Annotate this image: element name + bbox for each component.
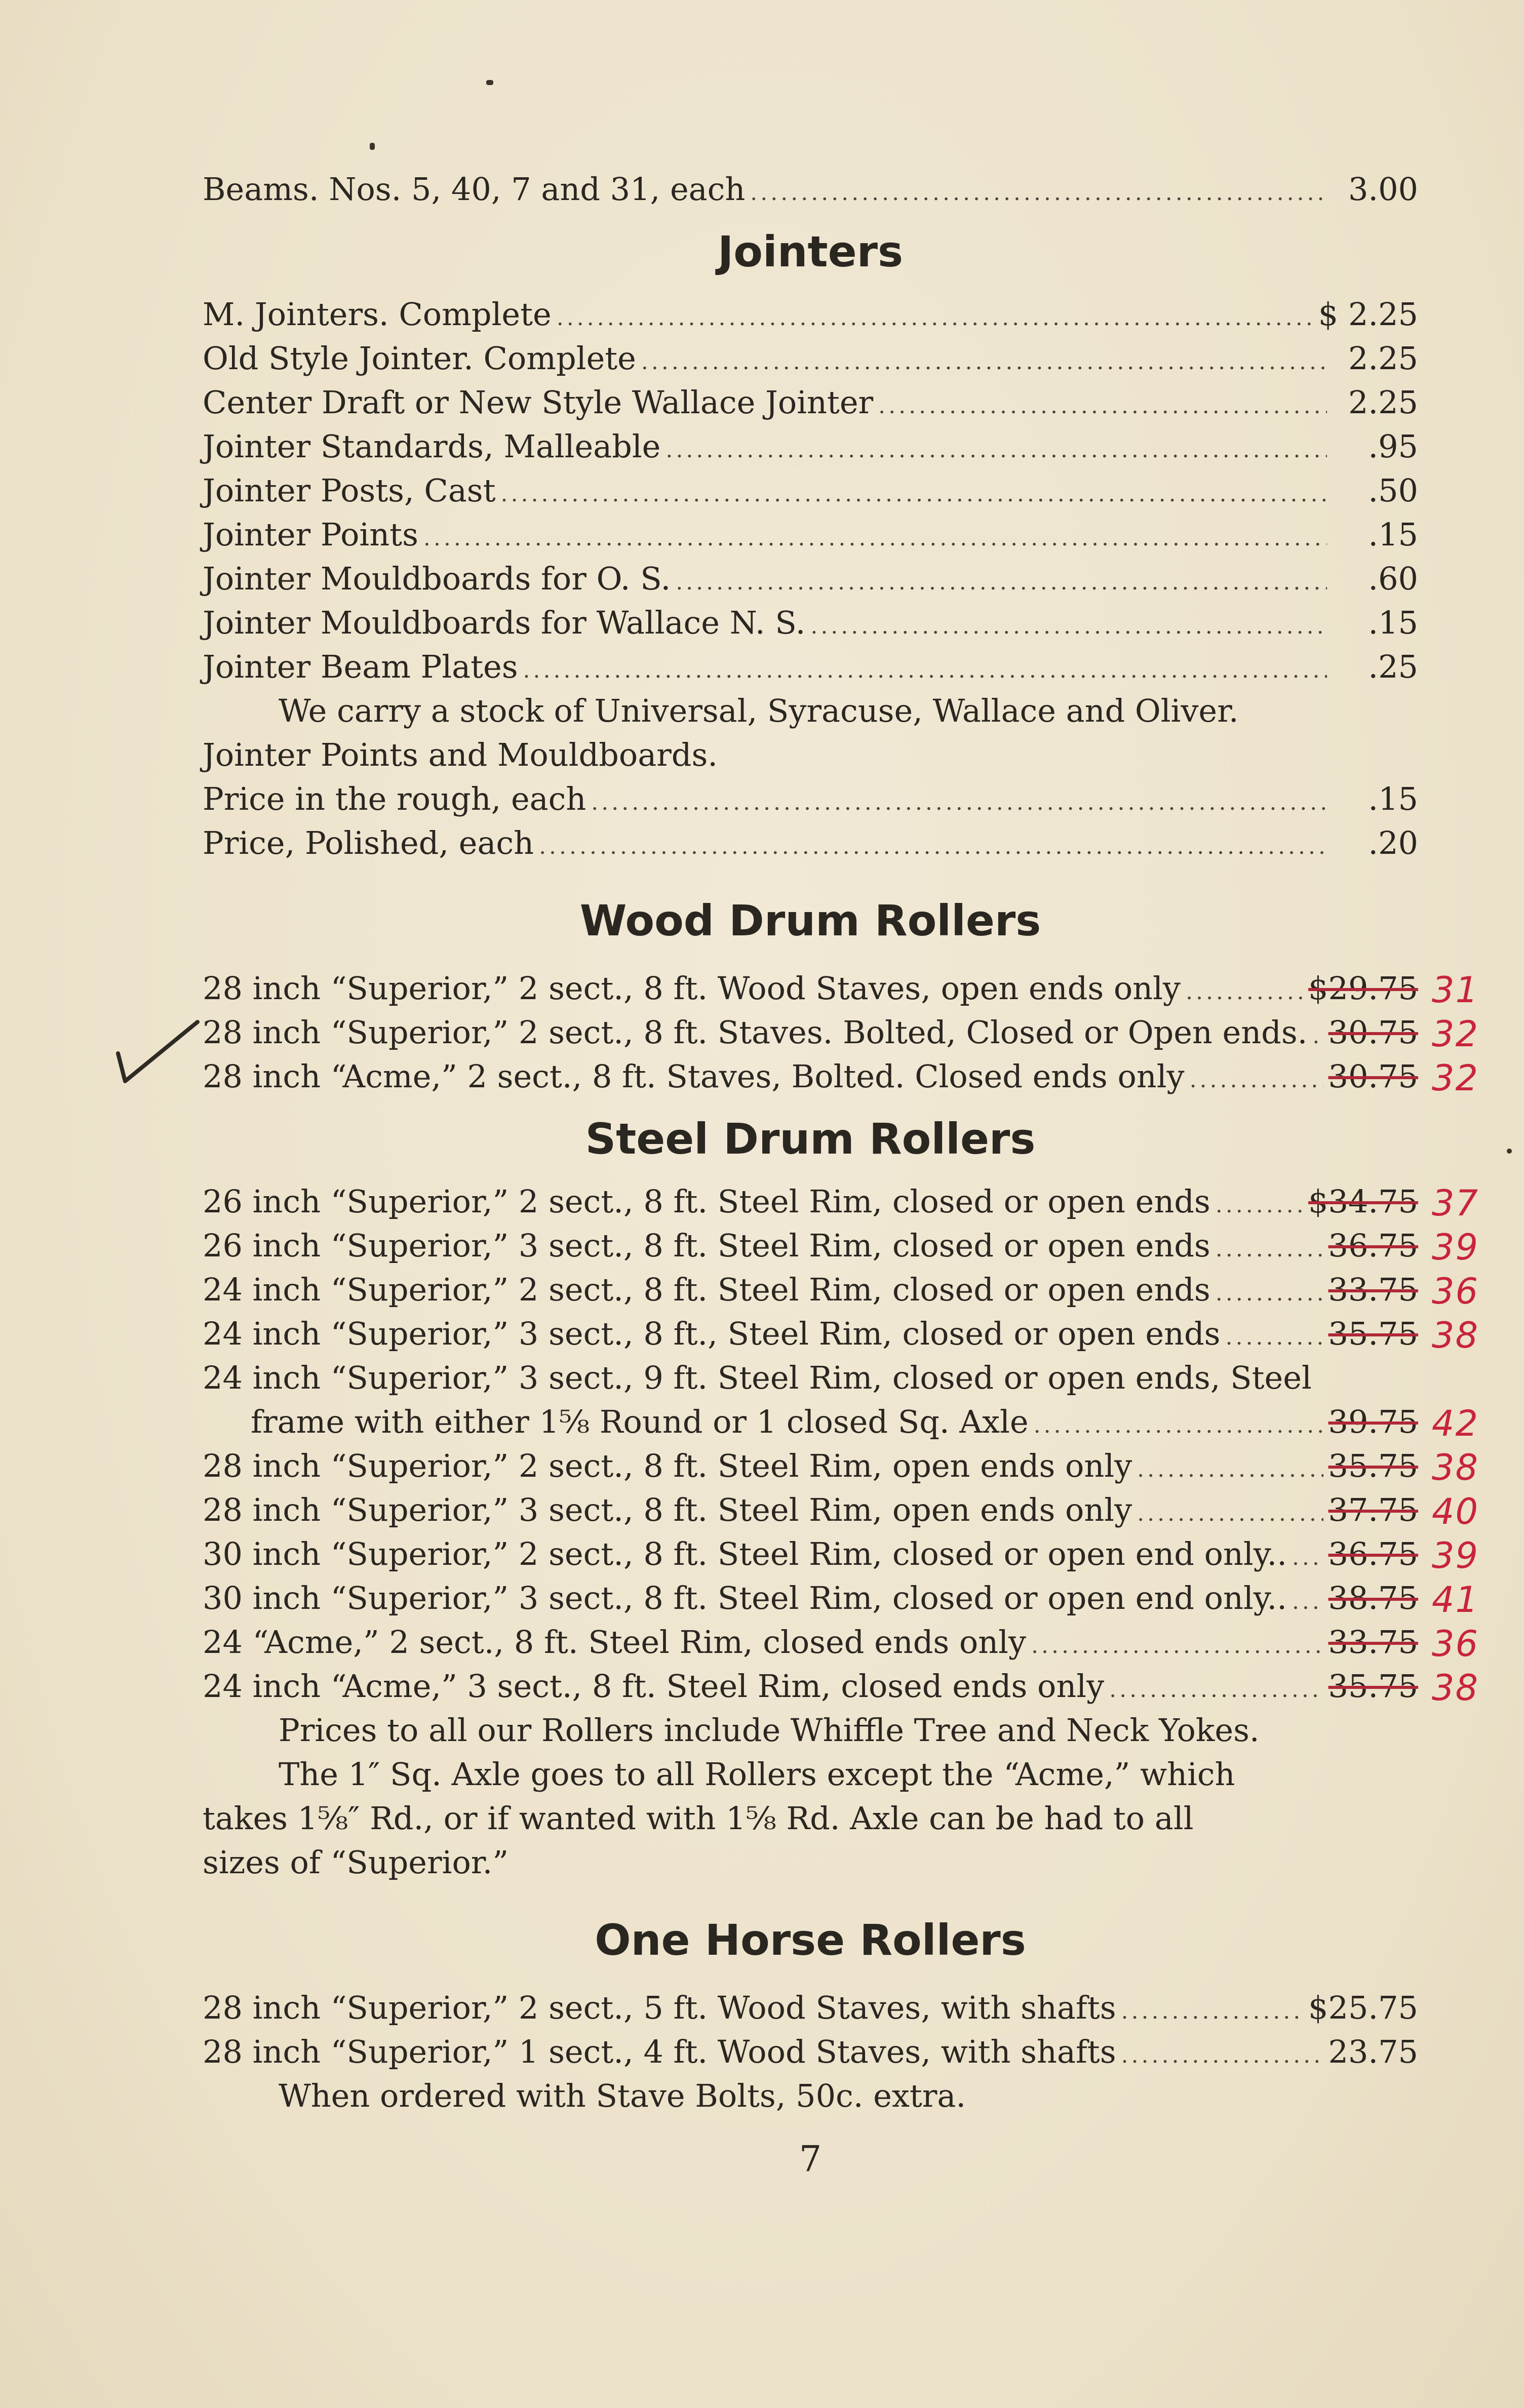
handwritten-price: 31 xyxy=(1431,969,1479,1011)
handwritten-price: 36 xyxy=(1431,1623,1479,1665)
dot-leader xyxy=(810,604,1327,648)
list-item: Center Draft or New Style Wallace Jointer ..... 2.25 xyxy=(203,380,1418,424)
list-item: 28 inch “Superior,” 2 sect., 5 ft. Wood Staves, with shafts ..... $25.75 xyxy=(203,1986,1418,2030)
handwritten-price: 41 xyxy=(1431,1579,1479,1621)
list-item: 30 inch “Superior,” 2 sect., 8 ft. Steel Rim, closed or open end only.. ..... 36.75 39 xyxy=(203,1532,1418,1576)
stock-note-continued: Jointer Points and Mouldboards. xyxy=(203,736,718,773)
list-item: 24 “Acme,” 2 sect., 8 ft. Steel Rim, closed ends only ..... 33.75 36 xyxy=(203,1620,1418,1664)
list-item: 28 inch “Superior,” 2 sect., 8 ft. Steel Rim, open ends only ..... 35.75 38 xyxy=(203,1444,1418,1488)
dot-leader xyxy=(1292,1535,1323,1580)
ink-speck xyxy=(486,80,493,85)
dot-leader xyxy=(1216,1227,1323,1271)
dot-leader xyxy=(676,560,1327,604)
dot-leader xyxy=(557,296,1313,340)
list-item: Jointer Standards, Malleable ..... .95 xyxy=(203,424,1418,468)
list-item: Jointer Points ..... .15 xyxy=(203,512,1418,557)
dot-leader xyxy=(1216,1183,1303,1227)
dot-leader xyxy=(750,171,1327,215)
handwritten-price: 32 xyxy=(1431,1057,1479,1099)
list-item: 26 inch “Superior,” 2 sect., 8 ft. Steel Rim, closed or open ends ..... $34.75 37 xyxy=(203,1179,1418,1223)
list-item: Jointer Mouldboards for O. S. ..... .60 xyxy=(203,557,1418,601)
dot-leader xyxy=(539,824,1327,869)
list-item: 24 inch “Acme,” 3 sect., 8 ft. Steel Rim, closed ends only ..... 35.75 38 xyxy=(203,1664,1418,1708)
list-item: 28 inch “Superior,” 2 sect., 8 ft. Wood Staves, open ends only ..... $29.75 31 xyxy=(203,966,1418,1010)
dot-leader xyxy=(1121,2033,1323,2077)
roller-note: takes 1⅝″ Rd., or if wanted with 1⅝ Rd. Axle can be had to all xyxy=(203,1800,1194,1837)
handwritten-price: 38 xyxy=(1431,1315,1479,1356)
dot-leader xyxy=(501,472,1327,516)
dot-leader xyxy=(1190,1058,1323,1102)
list-item: M. Jointers. Complete ..... $ 2.25 xyxy=(203,292,1418,336)
dot-leader xyxy=(1034,1403,1323,1447)
list-item: 28 inch “Superior,” 2 sect., 8 ft. Staves. Bolted, Closed or Open ends. ..... 30.75 32 xyxy=(203,1010,1418,1054)
stock-note: We carry a stock of Universal, Syracuse, Wallace and Oliver. xyxy=(279,692,1239,729)
ink-speck xyxy=(370,143,375,150)
list-item: 26 inch “Superior,” 3 sect., 8 ft. Steel Rim, closed or open ends ..... 36.75 39 xyxy=(203,1223,1418,1268)
dot-leader xyxy=(1137,1447,1323,1491)
list-item: Price, Polished, each ..... .20 xyxy=(203,821,1418,865)
list-item: 24 inch “Superior,” 2 sect., 8 ft. Steel Rim, closed or open ends ..... 33.75 36 xyxy=(203,1268,1418,1312)
ink-speck xyxy=(1507,1149,1512,1154)
list-item: Jointer Beam Plates ..... .25 xyxy=(203,645,1418,689)
section-heading-wood-drum-rollers: Wood Drum Rollers xyxy=(579,896,1041,945)
stave-bolt-note: When ordered with Stave Bolts, 50c. extra. xyxy=(279,2077,966,2114)
dot-leader xyxy=(523,648,1327,692)
handwritten-price: 40 xyxy=(1431,1491,1479,1532)
list-item: 24 inch “Superior,” 3 sect., 8 ft., Steel Rim, closed or open ends ..... 35.75 38 xyxy=(203,1312,1418,1356)
dot-leader xyxy=(1121,1989,1304,2033)
roller-note: sizes of “Superior.” xyxy=(203,1844,509,1881)
dot-leader xyxy=(423,516,1327,560)
roller-note: The 1″ Sq. Axle goes to all Rollers except the “Acme,” which xyxy=(279,1756,1235,1793)
dot-leader xyxy=(666,428,1327,472)
dot-leader xyxy=(1109,1668,1323,1712)
dot-leader xyxy=(641,340,1327,384)
list-item: 24 inch “Superior,” 3 sect., 9 ft. Steel Rim, closed or open ends, Steel xyxy=(203,1359,1312,1396)
dot-leader xyxy=(878,384,1327,428)
price-list xyxy=(203,167,1479,2180)
list-item: 28 inch “Superior,” 1 sect., 4 ft. Wood Staves, with shafts ..... 23.75 xyxy=(203,2030,1418,2074)
handwritten-price: 38 xyxy=(1431,1447,1479,1488)
handwritten-price: 37 xyxy=(1431,1182,1479,1224)
dot-leader xyxy=(591,780,1327,824)
handwritten-price: 38 xyxy=(1431,1667,1479,1709)
dot-leader xyxy=(1031,1624,1323,1668)
section-heading-one-horse-rollers: One Horse Rollers xyxy=(595,1915,1026,1965)
list-item: 28 inch “Superior,” 3 sect., 8 ft. Steel Rim, open ends only ..... 37.75 40 xyxy=(203,1488,1418,1532)
handwritten-check-mark-icon xyxy=(114,1018,200,1084)
list-item: Jointer Posts, Cast ..... .50 xyxy=(203,468,1418,512)
dot-leader xyxy=(1186,970,1303,1014)
list-item: 30 inch “Superior,” 3 sect., 8 ft. Steel Rim, closed or open end only.. ..... 38.75 41 xyxy=(203,1576,1418,1620)
handwritten-price: 32 xyxy=(1431,1013,1479,1055)
list-item: 28 inch “Acme,” 2 sect., 8 ft. Staves, Bolted. Closed ends only ..... 30.75 32 xyxy=(203,1054,1418,1098)
list-item: Price in the rough, each ..... .15 xyxy=(203,777,1418,821)
section-heading-steel-drum-rollers: Steel Drum Rollers xyxy=(585,1114,1036,1164)
page-number: 7 xyxy=(799,2138,822,2180)
roller-note: Prices to all our Rollers include Whiffle Tree and Neck Yokes. xyxy=(279,1712,1260,1749)
handwritten-price: 39 xyxy=(1431,1227,1479,1268)
handwritten-price: 42 xyxy=(1431,1403,1479,1444)
dot-leader xyxy=(1137,1491,1323,1535)
section-heading-jointers: Jointers xyxy=(717,227,904,277)
dot-leader xyxy=(1225,1315,1323,1359)
list-item-continued: frame with either 1⅝ Round or 1 closed Sq. Axle ..... 39.75 42 xyxy=(203,1400,1418,1444)
list-item: Jointer Mouldboards for Wallace N. S. ..... .15 xyxy=(203,601,1418,645)
handwritten-price: 36 xyxy=(1431,1271,1479,1312)
dot-leader xyxy=(1312,1014,1323,1058)
handwritten-price: 39 xyxy=(1431,1535,1479,1576)
list-item: Beams. Nos. 5, 40, 7 and 31, each ..... 3.00 xyxy=(203,167,1418,211)
dot-leader xyxy=(1216,1271,1323,1315)
list-item: Old Style Jointer. Complete ..... 2.25 xyxy=(203,336,1418,380)
dot-leader xyxy=(1292,1580,1323,1624)
